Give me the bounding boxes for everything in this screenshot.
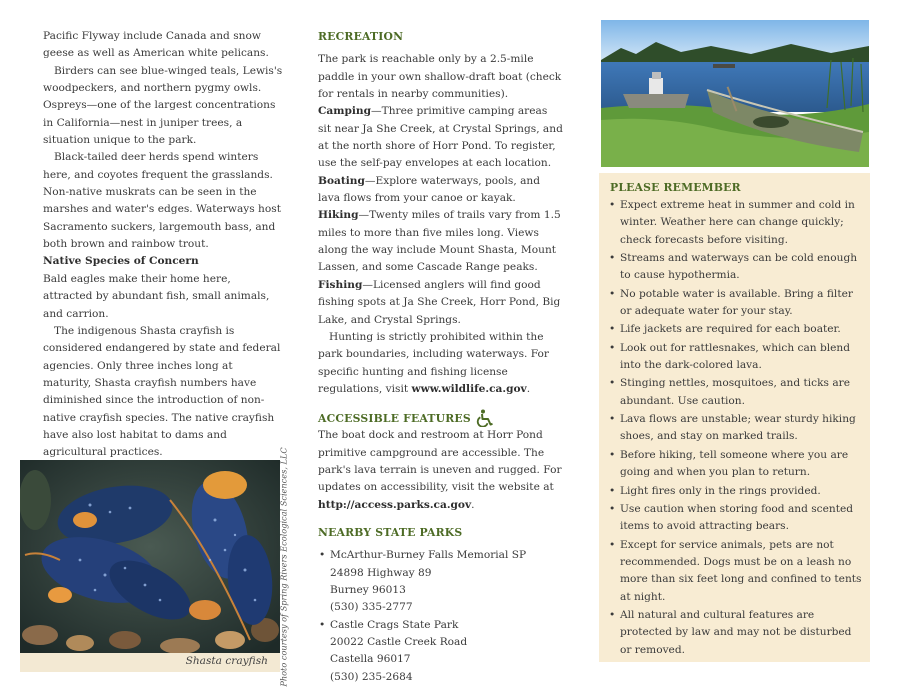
boating-text: —Explore waterways, pools, and lava flows from your canoe or kayak. bbox=[318, 174, 541, 205]
park-city: Castella 96017 bbox=[330, 653, 411, 666]
paragraph-recreation-intro: The park is reachable only by a 2.5-mile paddle in your own shallow-draft boat (check for rentals in nearby communities). bbox=[318, 53, 562, 101]
list-item: • Streams and waterways can be cold enough to cause hypothermia. bbox=[609, 250, 862, 285]
paragraph-flyway: Pacific Flyway include Canada and snow geese as well as American white pelicans. bbox=[43, 30, 269, 60]
hunting-end: . bbox=[526, 382, 531, 395]
fishing-label: Fishing bbox=[318, 278, 363, 291]
list-item: • Lava flows are unstable; wear sturdy hiking shoes, and stay on marked trails. bbox=[609, 411, 862, 446]
paragraph-hunting bbox=[318, 329, 563, 398]
accessible-text: The boat dock and restroom at Horr Pond primitive campground are accessible. The park's lava terrain is uneven and rugged. For updates on accessibility, visit the website at bbox=[318, 429, 562, 494]
park-phone: (530) 235-2684 bbox=[330, 670, 413, 683]
wildlife-link[interactable]: www.wildlife.ca.gov bbox=[411, 382, 527, 395]
paragraph-hiking bbox=[318, 207, 563, 276]
list-item: • Except for service animals, pets are not recommended. Dogs must be on a leash no more than six feet long and confined to tents at night. bbox=[609, 537, 862, 606]
park-name: • Castle Crags State Park bbox=[330, 618, 459, 631]
photo-credit-text: Photo courtesy of Spring Rivers Ecological Sciences, LLC bbox=[278, 447, 289, 687]
paragraph-crayfish: The indigenous Shasta crayfish is considered endangered by state and federal agencies. Only three inches long at maturity, Shasta crayfish numbers have diminished since the introduction of non-native crayfish species. The native crayfish have also lost habitat to dams and agricultural practices. bbox=[43, 324, 281, 459]
native-species-subheading: Native Species of Concern bbox=[43, 255, 199, 268]
please-remember-list bbox=[609, 197, 862, 660]
spacer bbox=[318, 514, 563, 524]
paragraph-accessible bbox=[318, 427, 563, 514]
list-item: • No potable water is available. Bring a filter or adequate water for your stay. bbox=[609, 286, 862, 321]
camping-label: Camping bbox=[318, 105, 372, 118]
wheelchair-icon bbox=[476, 409, 494, 427]
please-remember-box bbox=[599, 173, 870, 662]
park-item bbox=[318, 617, 563, 686]
canoe-photo bbox=[601, 20, 869, 167]
list-item: • Light fires only in the rings provided. bbox=[609, 483, 862, 500]
accessible-heading-row bbox=[318, 409, 563, 427]
park-street: 24898 Highway 89 bbox=[330, 566, 432, 579]
spacer bbox=[318, 398, 563, 408]
list-item: • Before hiking, tell someone where you are going and when you plan to return. bbox=[609, 447, 862, 482]
accessible-heading: ACCESSIBLE FEATURES bbox=[318, 411, 471, 425]
park-street: 20022 Castle Creek Road bbox=[330, 636, 468, 648]
hiking-text: —Twenty miles of trails vary from 1.5 miles to more than five miles long. Views along the way include Mount Shasta, Mount Lassen, and some Cascade Range peaks. bbox=[318, 209, 561, 274]
camping-text: —Three primitive camping areas sit near Ja She Creek, at Crystal Springs, and at the north shore of Horr Pond. To register, use the self-pay envelopes at each location. bbox=[318, 105, 563, 170]
crayfish-illustration bbox=[20, 460, 280, 653]
nearby-parks-heading: NEARBY STATE PARKS bbox=[318, 525, 463, 539]
access-link[interactable]: http://access.parks.ca.gov bbox=[318, 498, 472, 511]
list-item: • Expect extreme heat in summer and cold in winter. Weather here can change quickly; check forecasts before visiting. bbox=[609, 197, 862, 249]
paragraph-camping bbox=[318, 103, 563, 172]
fishing-text: —Licensed anglers will find good fishing spots at Ja She Creek, Horr Pond, Big Lake, and Crystal Springs. bbox=[318, 278, 561, 326]
hiking-label: Hiking bbox=[318, 209, 359, 222]
nearby-parks-list bbox=[318, 547, 563, 686]
list-item: • Stinging nettles, mosquitoes, and ticks are abundant. Use caution. bbox=[609, 375, 862, 410]
paragraph-fishing bbox=[318, 277, 563, 329]
crayfish-photo bbox=[20, 460, 280, 672]
photo-credit bbox=[277, 447, 291, 687]
paragraph-deer: Black-tailed deer herds spend winters here, and coyotes frequent the grasslands. Non-native muskrats can be seen in the marshes and water's edges. Waterways host Sacramento suckers, largemouth bass, and both brown and rainbow trout. bbox=[43, 151, 281, 251]
park-phone: (530) 335-2777 bbox=[330, 601, 413, 614]
column-recreation bbox=[318, 28, 563, 686]
paragraph-eagles: Bald eagles make their home here, attracted by abundant fish, small animals, and carrion. bbox=[43, 272, 270, 320]
paragraph-boating bbox=[318, 173, 563, 208]
boating-label: Boating bbox=[318, 174, 365, 187]
column-wildlife bbox=[43, 28, 283, 462]
park-item bbox=[318, 547, 563, 616]
accessible-end: . bbox=[471, 498, 475, 511]
park-name: • McArthur-Burney Falls Memorial SP bbox=[330, 549, 527, 562]
paragraph-birders: Birders can see blue-winged teals, Lewis's woodpeckers, and northern pygmy owls. Ospreys—one of the largest concentrations in California—nest in juniper trees, a situation unique to the park. bbox=[43, 64, 283, 147]
list-item: • Look out for rattlesnakes, which can blend into the dark-colored lava. bbox=[609, 340, 862, 375]
hunting-text: Hunting is strictly prohibited within the park boundaries, including waterways. For specific hunting and fishing license regulations, visit bbox=[318, 330, 549, 395]
crayfish-caption: Shasta crayfish bbox=[185, 654, 268, 667]
list-item: • All natural and cultural features are protected by law and may not be disturbed or removed. bbox=[609, 607, 862, 659]
list-item: • Life jackets are required for each boater. bbox=[609, 321, 862, 338]
canoe-illustration bbox=[601, 20, 869, 167]
list-item: • Use caution when storing food and scented items to avoid attracting bears. bbox=[609, 501, 862, 536]
park-city: Burney 96013 bbox=[330, 583, 406, 596]
recreation-heading: RECREATION bbox=[318, 30, 404, 43]
please-remember-heading: PLEASE REMEMBER bbox=[610, 181, 741, 194]
